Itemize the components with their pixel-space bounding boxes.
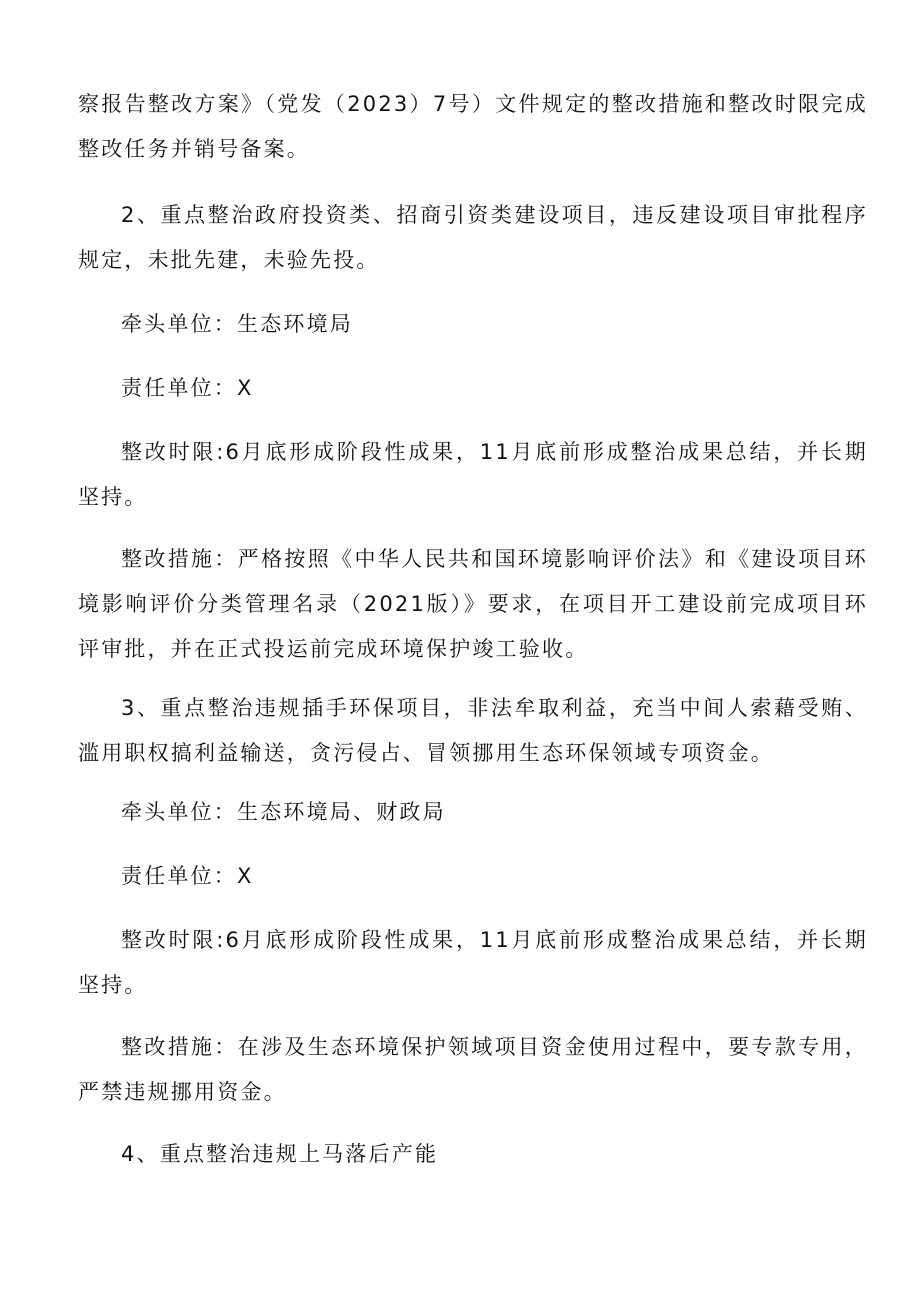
paragraph-7: 3、重点整治违规插手环保项目，非法牟取利益，充当中间人索藉受贿、滥用职权搞利益输送，贪污侵占、冒领挪用生态环保领域专项资金。 (78, 696, 868, 765)
paragraph-9: 责任单位：X (121, 864, 254, 888)
paragraph-1: 察报告整改方案》（党发（2023）7号）文件规定的整改措施和整改时限完成整改任务并销号备案。 (78, 92, 868, 161)
paragraph-12: 4、重点整治违规上马落后产能 (121, 1142, 439, 1166)
paragraph-4: 责任单位：X (121, 376, 254, 400)
paragraph-6: 整改措施：严格按照《中华人民共和国环境影响评价法》和《建设项目环境影响评价分类管理名录（2021版）》要求，在项目开工建设前完成项目环评审批，并在正式投运前完成环境保护竣工验收。 (78, 547, 868, 661)
paragraph-11: 整改措施：在涉及生态环境保护领域项目资金使用过程中，要专款专用，严禁违规挪用资金。 (78, 1035, 868, 1104)
paragraph-2: 2、重点整治政府投资类、招商引资类建设项目，违反建设项目审批程序规定，未批先建，未验先投。 (78, 203, 868, 272)
paragraph-3: 牵头单位：生态环境局 (121, 312, 353, 336)
paragraph-10: 整改时限:6月底形成阶段性成果，11月底前形成整治成果总结，并长期坚持。 (78, 928, 868, 997)
paragraph-5: 整改时限:6月底形成阶段性成果，11月底前形成整治成果总结，并长期坚持。 (78, 440, 868, 509)
paragraph-8: 牵头单位：生态环境局、财政局 (121, 800, 446, 824)
